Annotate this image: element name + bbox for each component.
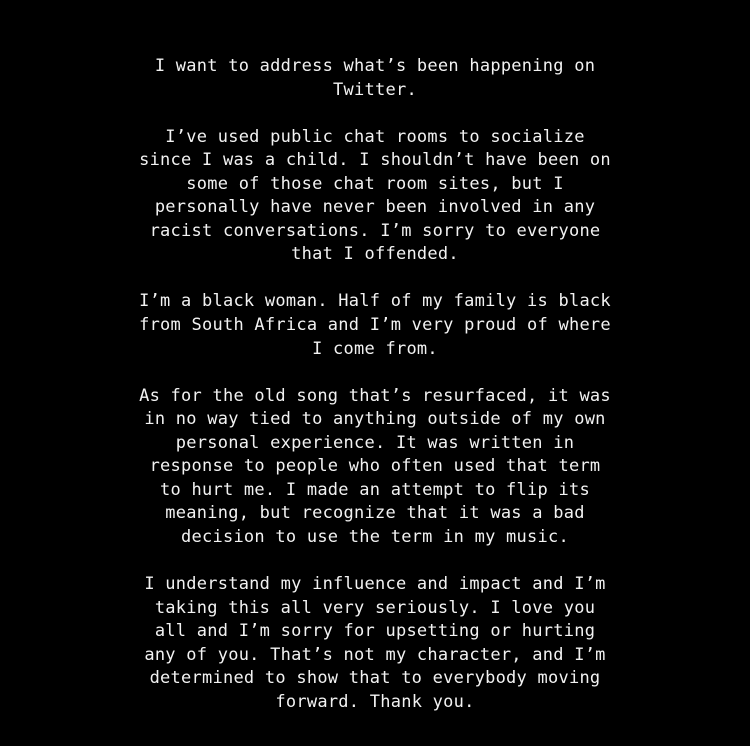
text-line: from South Africa and I’m very proud of where <box>139 315 611 336</box>
text-line: since I was a child. I shouldn’t have been on <box>139 150 611 171</box>
text-line: I come from. <box>312 338 438 359</box>
text-line: I’m a black woman. Half of my family is black <box>139 291 611 312</box>
text-line: all and I’m sorry for upsetting or hurting <box>154 621 596 642</box>
paragraph-5 <box>0 573 750 714</box>
text-line: any of you. That’s not my character, and I’m <box>144 644 606 665</box>
statement-text <box>0 55 750 714</box>
paragraph-2 <box>0 126 750 267</box>
text-line: I want to address what’s been happening on <box>154 56 596 76</box>
paragraph-3 <box>0 290 750 361</box>
text-line: in no way tied to anything outside of my own <box>144 409 606 430</box>
text-line: taking this all very seriously. I love you <box>154 597 596 618</box>
paragraph-gap <box>0 267 750 291</box>
text-line: to hurt me. I made an attempt to flip its <box>160 479 590 500</box>
paragraph-4 <box>0 385 750 550</box>
text-line: I understand my influence and impact and I’m <box>144 574 606 595</box>
text-line: racist conversations. I’m sorry to everyone <box>149 220 601 241</box>
text-line: decision to use the term in my music. <box>181 526 569 547</box>
text-line: some of those chat room sites, but I <box>186 173 564 194</box>
paragraph-1 <box>0 55 750 102</box>
text-line: personal experience. It was written in <box>175 432 575 453</box>
text-line: Twitter. <box>333 79 417 100</box>
text-line: determined to show that to everybody moving <box>149 668 601 689</box>
text-line: meaning, but recognize that it was a bad <box>165 503 585 524</box>
text-line: As for the old song that’s resurfaced, it was <box>139 385 611 406</box>
text-line: forward. Thank you. <box>275 691 475 712</box>
text-line: I’ve used public chat rooms to socialize <box>165 126 585 147</box>
text-line: personally have never been involved in any <box>154 197 596 218</box>
text-line: response to people who often used that term <box>149 456 601 477</box>
text-line: that I offended. <box>291 244 459 265</box>
paragraph-gap <box>0 549 750 573</box>
paragraph-gap <box>0 102 750 126</box>
paragraph-gap <box>0 361 750 385</box>
